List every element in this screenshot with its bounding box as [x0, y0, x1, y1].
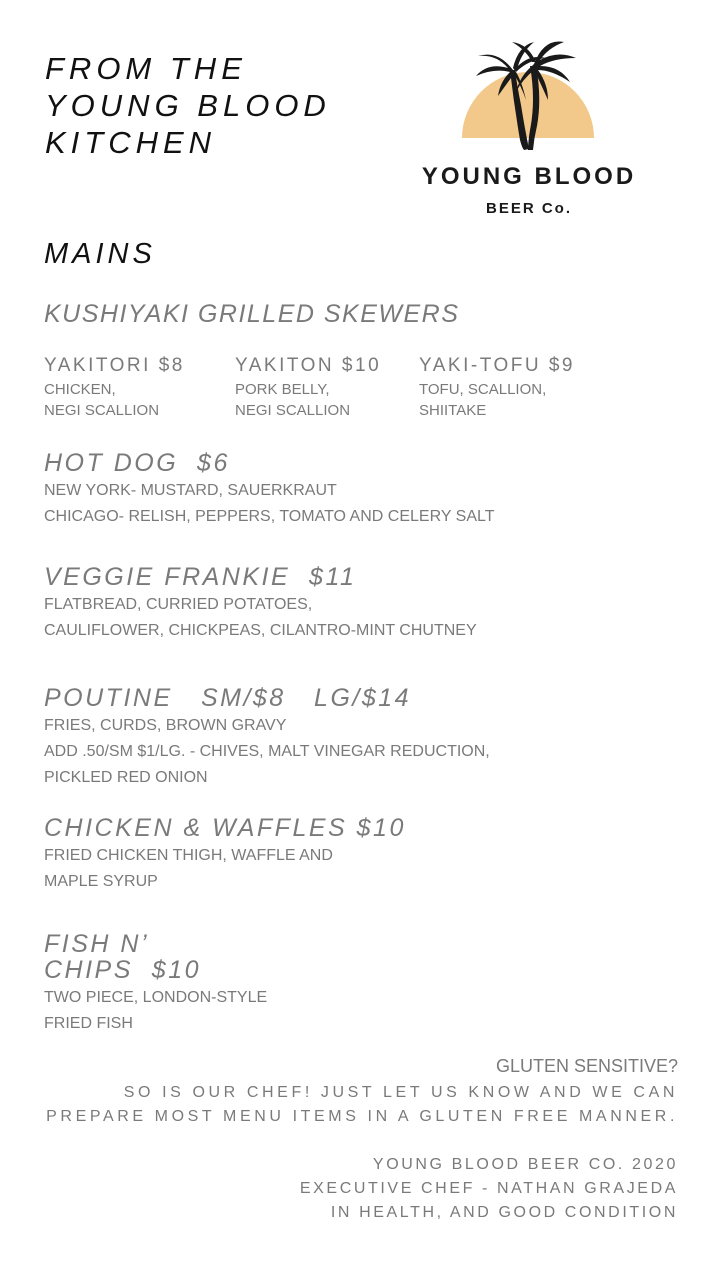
skewer-name: YAKITON $10 [235, 355, 382, 376]
skewer-desc-line: SHIITAKE [419, 402, 487, 419]
menu-item-poutine [44, 685, 490, 791]
menu-item-name: FISH N’ CHIPS $10 [44, 930, 202, 984]
menu-item-desc [44, 592, 477, 644]
skewer-desc [44, 379, 185, 421]
skewer-name: YAKI-TOFU $9 [419, 355, 575, 376]
skewer-desc [235, 379, 381, 421]
menu-item-desc [44, 985, 267, 1037]
skewer-name: YAKITORI $8 [44, 355, 185, 376]
menu-item-veggie-frankie [44, 564, 477, 644]
menu-item-desc-line: FRIES, CURDS, BROWN GRAVY [44, 717, 287, 734]
menu-item-name: HOT DOG $6 [44, 449, 230, 477]
gluten-question: GLUTEN SENSITIVE? [495, 1056, 678, 1076]
logo-subtitle: BEER Co. [485, 200, 572, 217]
skewer-desc-line: PORK BELLY, [235, 381, 330, 398]
menu-item-desc-line: CHICAGO- RELISH, PEPPERS, TOMATO AND CELERY SALT [44, 508, 495, 525]
menu-item-hot-dog [44, 450, 495, 530]
menu-item-desc-line: NEW YORK- MUSTARD, SAUERKRAUT [44, 482, 337, 499]
skewer-desc-line: NEGI SCALLION [235, 402, 351, 419]
credit-line: IN HEALTH, AND GOOD CONDITION [330, 1204, 678, 1221]
menu-item-fish-chips [44, 931, 267, 1037]
menu-item-desc [44, 478, 495, 530]
menu-item-name: CHICKEN & WAFFLES $10 [44, 814, 406, 842]
menu-item-desc-line: FLATBREAD, CURRIED POTATOES, [44, 596, 313, 613]
credit-line: YOUNG BLOOD BEER CO. 2020 [372, 1156, 678, 1173]
menu-item-desc-line: PICKLED RED ONION [44, 769, 208, 786]
skewer-desc [419, 379, 575, 421]
menu-item-desc-line: ADD .50/SM $1/LG. - CHIVES, MALT VINEGAR REDUCTION, [44, 743, 490, 760]
credit-line: EXECUTIVE CHEF - NATHAN GRAJEDA [299, 1180, 678, 1197]
section-title: MAINS [44, 238, 156, 270]
gluten-note-line: SO IS OUR CHEF! JUST LET US KNOW AND WE CAN [123, 1084, 678, 1101]
header-title-line: FROM THE [45, 51, 247, 86]
menu-item-name: VEGGIE FRANKIE $11 [44, 563, 357, 591]
menu-item-desc-line: TWO PIECE, LONDON-STYLE [44, 989, 268, 1006]
skewers-heading: KUSHIYAKI GRILLED SKEWERS [44, 300, 460, 328]
palm-tree-sun-icon [418, 30, 643, 225]
menu-item-desc-line: CAULIFLOWER, CHICKPEAS, CILANTRO-MINT CHUTNEY [44, 622, 477, 639]
skewer-desc-line: CHICKEN, [44, 381, 116, 398]
header-title [45, 50, 331, 161]
skewer-item [44, 355, 185, 421]
menu-item-desc [44, 713, 490, 791]
skewer-desc-line: NEGI SCALLION [44, 402, 160, 419]
gluten-note-line: PREPARE MOST MENU ITEMS IN A GLUTEN FREE MANNER. [46, 1108, 678, 1125]
menu-item-name: POUTINE SM/$8 LG/$14 [44, 684, 412, 712]
menu-item-chicken-waffles [44, 815, 406, 895]
menu-item-desc-line: FRIED CHICKEN THIGH, WAFFLE AND [44, 847, 333, 864]
header-title-line: YOUNG BLOOD [45, 88, 331, 123]
menu-item-desc-line: MAPLE SYRUP [44, 873, 158, 890]
logo-name: YOUNG BLOOD [421, 163, 637, 190]
gluten-note [46, 1081, 678, 1129]
menu-item-desc [44, 843, 406, 895]
credits [300, 1153, 678, 1225]
menu-item-desc-line: FRIED FISH [44, 1015, 133, 1032]
header-title-line: KITCHEN [45, 125, 217, 160]
skewer-desc-line: TOFU, SCALLION, [419, 381, 547, 398]
skewer-item [235, 355, 381, 421]
skewer-item [419, 355, 575, 421]
